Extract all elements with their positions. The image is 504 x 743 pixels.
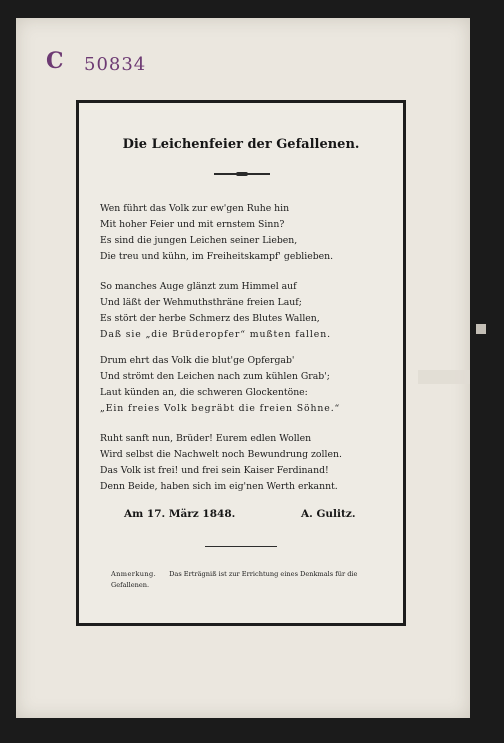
poem-line: Ruht sanft nun, Brüder! Eurem edlen Wollen: [100, 433, 312, 444]
paper-crease: [418, 370, 470, 384]
archive-stamp-letter: C: [46, 48, 64, 74]
paper-damage: [476, 324, 486, 334]
poem-line: So manches Auge glänzt zum Himmel auf: [100, 281, 297, 292]
title-ornament: [214, 173, 270, 175]
poem-title: Die Leichenfeier der Gefallenen.: [122, 137, 360, 152]
poem-line: Es stört der herbe Schmerz des Blutes Wallen,: [100, 313, 320, 324]
footnote-label: Anmerkung.: [111, 570, 157, 578]
printed-frame: [76, 100, 406, 626]
poem-line: Es sind die jungen Leichen seiner Lieben,: [100, 235, 298, 246]
poem-line: Wird selbst die Nachwelt noch Bewundrung zollen.: [100, 449, 342, 460]
poem-line: Und strömt den Leichen nach zum kühlen Grab';: [100, 371, 330, 382]
footnote: [111, 569, 391, 591]
poem-line: Mit hoher Feier und mit ernstem Sinn?: [100, 219, 285, 230]
poem-line: Das Volk ist frei! und frei sein Kaiser Ferdinand!: [100, 465, 329, 476]
section-divider: [205, 546, 277, 547]
poem-line: Laut künden an, die schweren Glockentöne:: [100, 387, 308, 398]
poem-line: Drum ehrt das Volk die blut'ge Opfergab': [100, 355, 295, 366]
stanza-1: [100, 201, 390, 265]
stanza-3: [100, 353, 390, 417]
stanza-2: [100, 279, 390, 343]
poem-line: „Ein freies Volk begräbt die freien Söhne.“: [100, 403, 341, 414]
poem-line: Und läßt der Wehmuthsthräne freien Lauf;: [100, 297, 302, 308]
poem-date: Am 17. März 1848.: [124, 508, 236, 520]
signature-row: [79, 508, 403, 524]
poem-line: Daß sie „die Brüderopfer“ mußten fallen.: [100, 329, 331, 340]
stanza-4: [100, 431, 390, 495]
archive-stamp-number: 50834: [84, 54, 147, 75]
poem-author: A. Gulitz.: [301, 508, 356, 520]
poem-line: Wen führt das Volk zur ew'gen Ruhe hin: [100, 203, 290, 214]
footnote-text: Das Erträgniß ist zur Errichtung eines Denkmals für die Gefallenen.: [111, 570, 358, 589]
poem-line: Die treu und kühn, im Freiheitskampf' geblieben.: [100, 251, 334, 262]
poem-line: Denn Beide, haben sich im eig'nen Werth erkannt.: [100, 481, 338, 492]
